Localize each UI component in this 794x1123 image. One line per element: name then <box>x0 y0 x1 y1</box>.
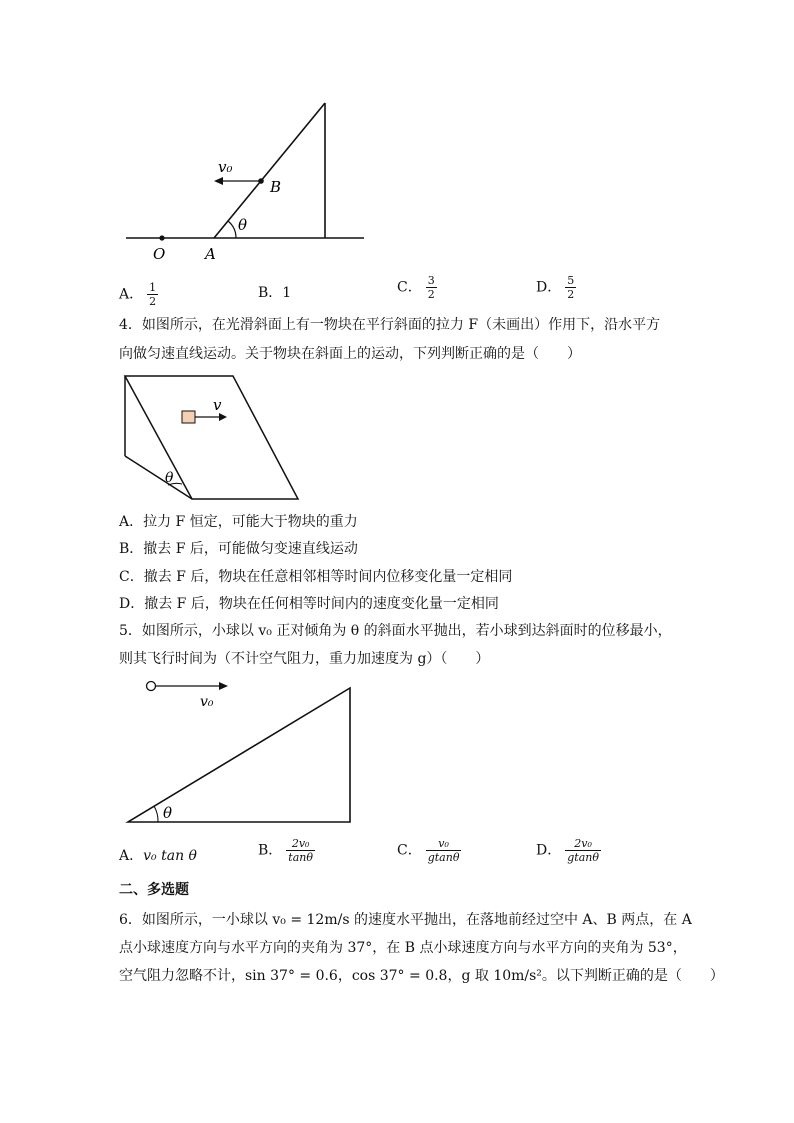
ball <box>147 682 156 691</box>
q6-line3: 空气阻力忽略不计，sin 37° = 0.6，cos 37° = 0.8，g 取 10m/s²。以下判断正确的是（ ） <box>119 968 724 984</box>
b-label: B <box>270 178 282 196</box>
q3-option-a-fraction: $\frac{1}{2}$ <box>149 281 157 308</box>
q5-option-a: A．v₀ tan θ <box>119 848 197 864</box>
theta-label-q4: θ <box>165 470 174 486</box>
q5-option-c-fraction: $\frac{\text{v₀}}{gtan\theta}$ <box>427 837 460 864</box>
v-label: v <box>213 396 222 414</box>
q3-option-d-fraction: $\frac{5}{2}$ <box>567 274 575 301</box>
q6-line2: 点小球速度方向与水平方向的夹角为 37°，在 B 点小球速度方向与水平方向的夹角为 53°， <box>119 940 687 956</box>
q5-stem-line1: 5．如图所示，小球以 v₀ 正对倾角为 θ 的斜面水平抛出，若小球到达斜面时的位移最小， <box>119 623 672 639</box>
q4-option-d: D．撤去 F 后，物块在任何相等时间内的速度变化量一定相同 <box>119 596 499 612</box>
q3-option-c-fraction: $\frac{3}{2}$ <box>427 274 435 301</box>
v0-label: v₀ <box>218 158 233 176</box>
q5-stem-line2: 则其飞行时间为（不计空气阻力，重力加速度为 g）（ ） <box>119 651 490 667</box>
a-label: A <box>205 245 216 263</box>
q3-option-a: A． $\frac{1}{2}$ <box>119 281 157 308</box>
angle-arc-q5 <box>154 806 158 822</box>
q3-option-b: B．1 <box>258 285 292 301</box>
theta-label: θ <box>238 216 248 234</box>
q5-option-d: D． $\frac{\text{2v₀}}{gtan\theta}$ <box>536 837 599 864</box>
q4-option-b: B．撤去 F 后，可能做匀变速直线运动 <box>119 541 358 557</box>
q3-option-d: D． $\frac{5}{2}$ <box>536 274 575 301</box>
velocity-arrowhead-q5 <box>219 682 228 690</box>
q3-option-c: C． $\frac{3}{2}$ <box>397 274 435 301</box>
o-label: O <box>153 245 166 263</box>
v0-label-q5: v₀ <box>200 694 214 710</box>
q5-option-c: C． $\frac{\text{v₀}}{gtan\theta}$ <box>397 837 460 864</box>
incline-triangle <box>128 688 350 822</box>
q5-option-b: B． $\frac{\text{2v₀}}{\tan\theta}$ <box>258 837 313 864</box>
q5-option-d-fraction: $\frac{\text{2v₀}}{gtan\theta}$ <box>567 837 599 864</box>
theta-label-q5: θ <box>163 804 173 822</box>
section-heading-multiple-choice: 二、多选题 <box>119 882 189 898</box>
q4-option-a: A．拉力 F 恒定，可能大于物块的重力 <box>119 514 358 530</box>
q6-line1: 6．如图所示，一小球以 v₀ = 12m/s 的速度水平抛出，在落地前经过空中 A、B 两点，在 A <box>119 912 692 928</box>
q4-stem-line1: 4．如图所示，在光滑斜面上有一物块在平行斜面的拉力 F（未画出）作用下，沿水平方 <box>119 317 661 333</box>
q4-option-c: C．撤去 F 后，物块在任意相邻相等时间内位移变化量一定相同 <box>119 569 513 585</box>
q4-stem-line2: 向做匀速直线运动。关于物块在斜面上的运动，下列判断正确的是（ ） <box>119 346 581 362</box>
q5-option-b-fraction: $\frac{\text{2v₀}}{\tan\theta}$ <box>288 837 313 864</box>
